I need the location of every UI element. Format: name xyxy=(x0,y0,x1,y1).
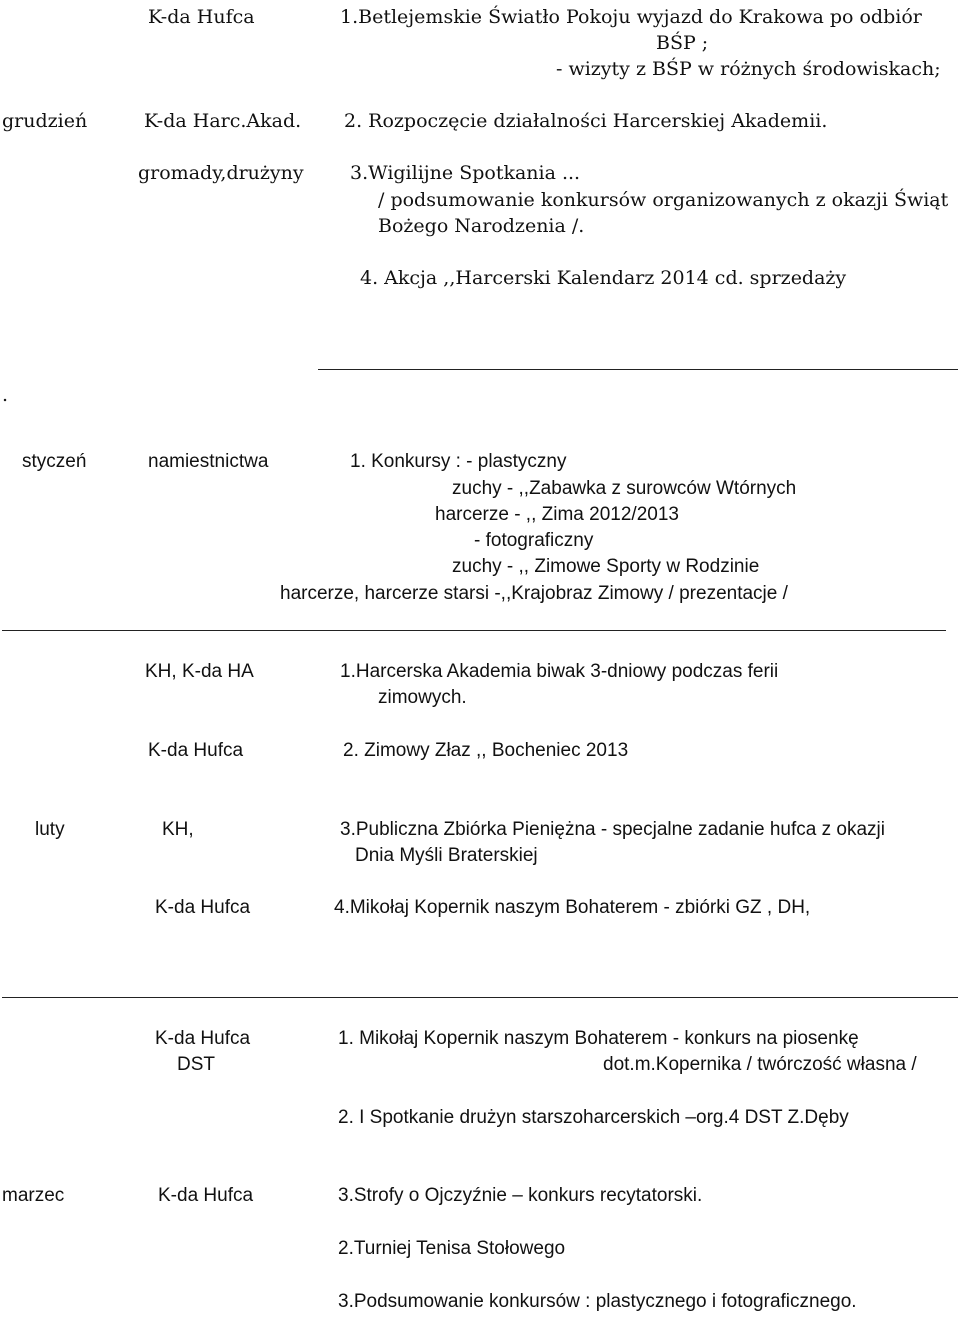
item-konkursy-foto: - fotograficzny xyxy=(474,530,594,551)
item-wizyty: - wizyty z BŚP w różnych środowiskach; xyxy=(556,58,941,80)
item-rozpoczecie: 2. Rozpoczęcie działalności Harcerskiej Akademii. xyxy=(344,110,828,132)
month-styczen: styczeń xyxy=(22,451,87,472)
item-konkursy-zabawka: zuchy - ,,Zabawka z surowców Wtórnych xyxy=(452,478,797,499)
responsible-k-da-hufca: K-da Hufca xyxy=(148,6,255,28)
month-grudzien: grudzień xyxy=(2,110,88,132)
item-konkursy-sporty: zuchy - ,, Zimowe Sporty w Rodzinie xyxy=(452,556,760,577)
item-konkursy-zima: harcerze - ,, Zima 2012/2013 xyxy=(435,504,679,525)
responsible-kh-k-da-ha: KH, K-da HA xyxy=(145,661,254,682)
item-wigilijne-detail-cont: Bożego Narodzenia /. xyxy=(378,215,585,237)
item-zimowy-zlaz: 2. Zimowy Złaz ,, Bocheniec 2013 xyxy=(343,740,629,761)
item-kopernik-zbiorki: 4.Mikołaj Kopernik naszym Bohaterem - zbiórki GZ , DH, xyxy=(334,897,811,918)
item-zbiorka: 3.Publiczna Zbiórka Pieniężna - specjalne zadanie hufca z okazji xyxy=(340,819,885,840)
item-betlejemskie-cont: BŚP ; xyxy=(656,32,709,54)
item-kopernik-piosenka: 1. Mikołaj Kopernik naszym Bohaterem - konkurs na piosenkę xyxy=(338,1028,859,1049)
responsible-k-da-hufca-3: K-da Hufca xyxy=(155,897,251,918)
divider-top xyxy=(318,369,958,370)
item-kalendarz: 4. Akcja ,,Harcerski Kalendarz 2014 cd. sprzedaży xyxy=(360,267,847,289)
responsible-namiestnictwa: namiestnictwa xyxy=(148,451,269,472)
responsible-kh: KH, xyxy=(162,819,194,840)
item-tenis: 2.Turniej Tenisa Stołowego xyxy=(338,1238,566,1259)
item-zbiorka-cont: Dnia Myśli Braterskiej xyxy=(355,845,538,866)
item-akademia-biwak: 1.Harcerska Akademia biwak 3-dniowy podczas ferii xyxy=(340,661,779,682)
item-konkursy: 1. Konkursy : - plastyczny xyxy=(350,451,567,472)
responsible-gromady-druzyny: gromady,drużyny xyxy=(138,162,304,184)
item-betlejemskie: 1.Betlejemskie Światło Pokoju wyjazd do Krakowa po odbiór xyxy=(340,6,922,28)
item-wigilijne: 3.Wigilijne Spotkania ... xyxy=(350,162,581,184)
month-luty: luty xyxy=(35,819,65,840)
responsible-k-da-hufca-2: K-da Hufca xyxy=(148,740,244,761)
month-marzec: marzec xyxy=(2,1185,65,1206)
responsible-k-da-hufca-5: K-da Hufca xyxy=(158,1185,254,1206)
item-spotkanie-druzyn: 2. I Spotkanie drużyn starszoharcerskich –org.4 DST Z.Dęby xyxy=(338,1107,849,1128)
responsible-dst: DST xyxy=(177,1054,215,1075)
stray-dot: . xyxy=(2,384,9,406)
item-kopernik-piosenka-cont: dot.m.Kopernika / twórczość własna / xyxy=(603,1054,917,1075)
responsible-k-da-hufca-4: K-da Hufca xyxy=(155,1028,251,1049)
responsible-k-da-harc-akad: K-da Harc.Akad. xyxy=(144,110,302,132)
item-konkursy-krajobraz: harcerze, harcerze starsi -,,Krajobraz Zimowy / prezentacje / xyxy=(280,583,788,604)
item-wigilijne-detail: / podsumowanie konkursów organizowanych z okazji Świąt xyxy=(378,189,949,211)
item-podsumowanie: 3.Podsumowanie konkursów : plastycznego i fotograficznego. xyxy=(338,1291,857,1312)
item-strofy: 3.Strofy o Ojczyźnie – konkurs recytatorski. xyxy=(338,1185,703,1206)
item-akademia-biwak-cont: zimowych. xyxy=(378,687,467,708)
divider-middle xyxy=(2,630,946,631)
divider-lower xyxy=(2,997,958,998)
